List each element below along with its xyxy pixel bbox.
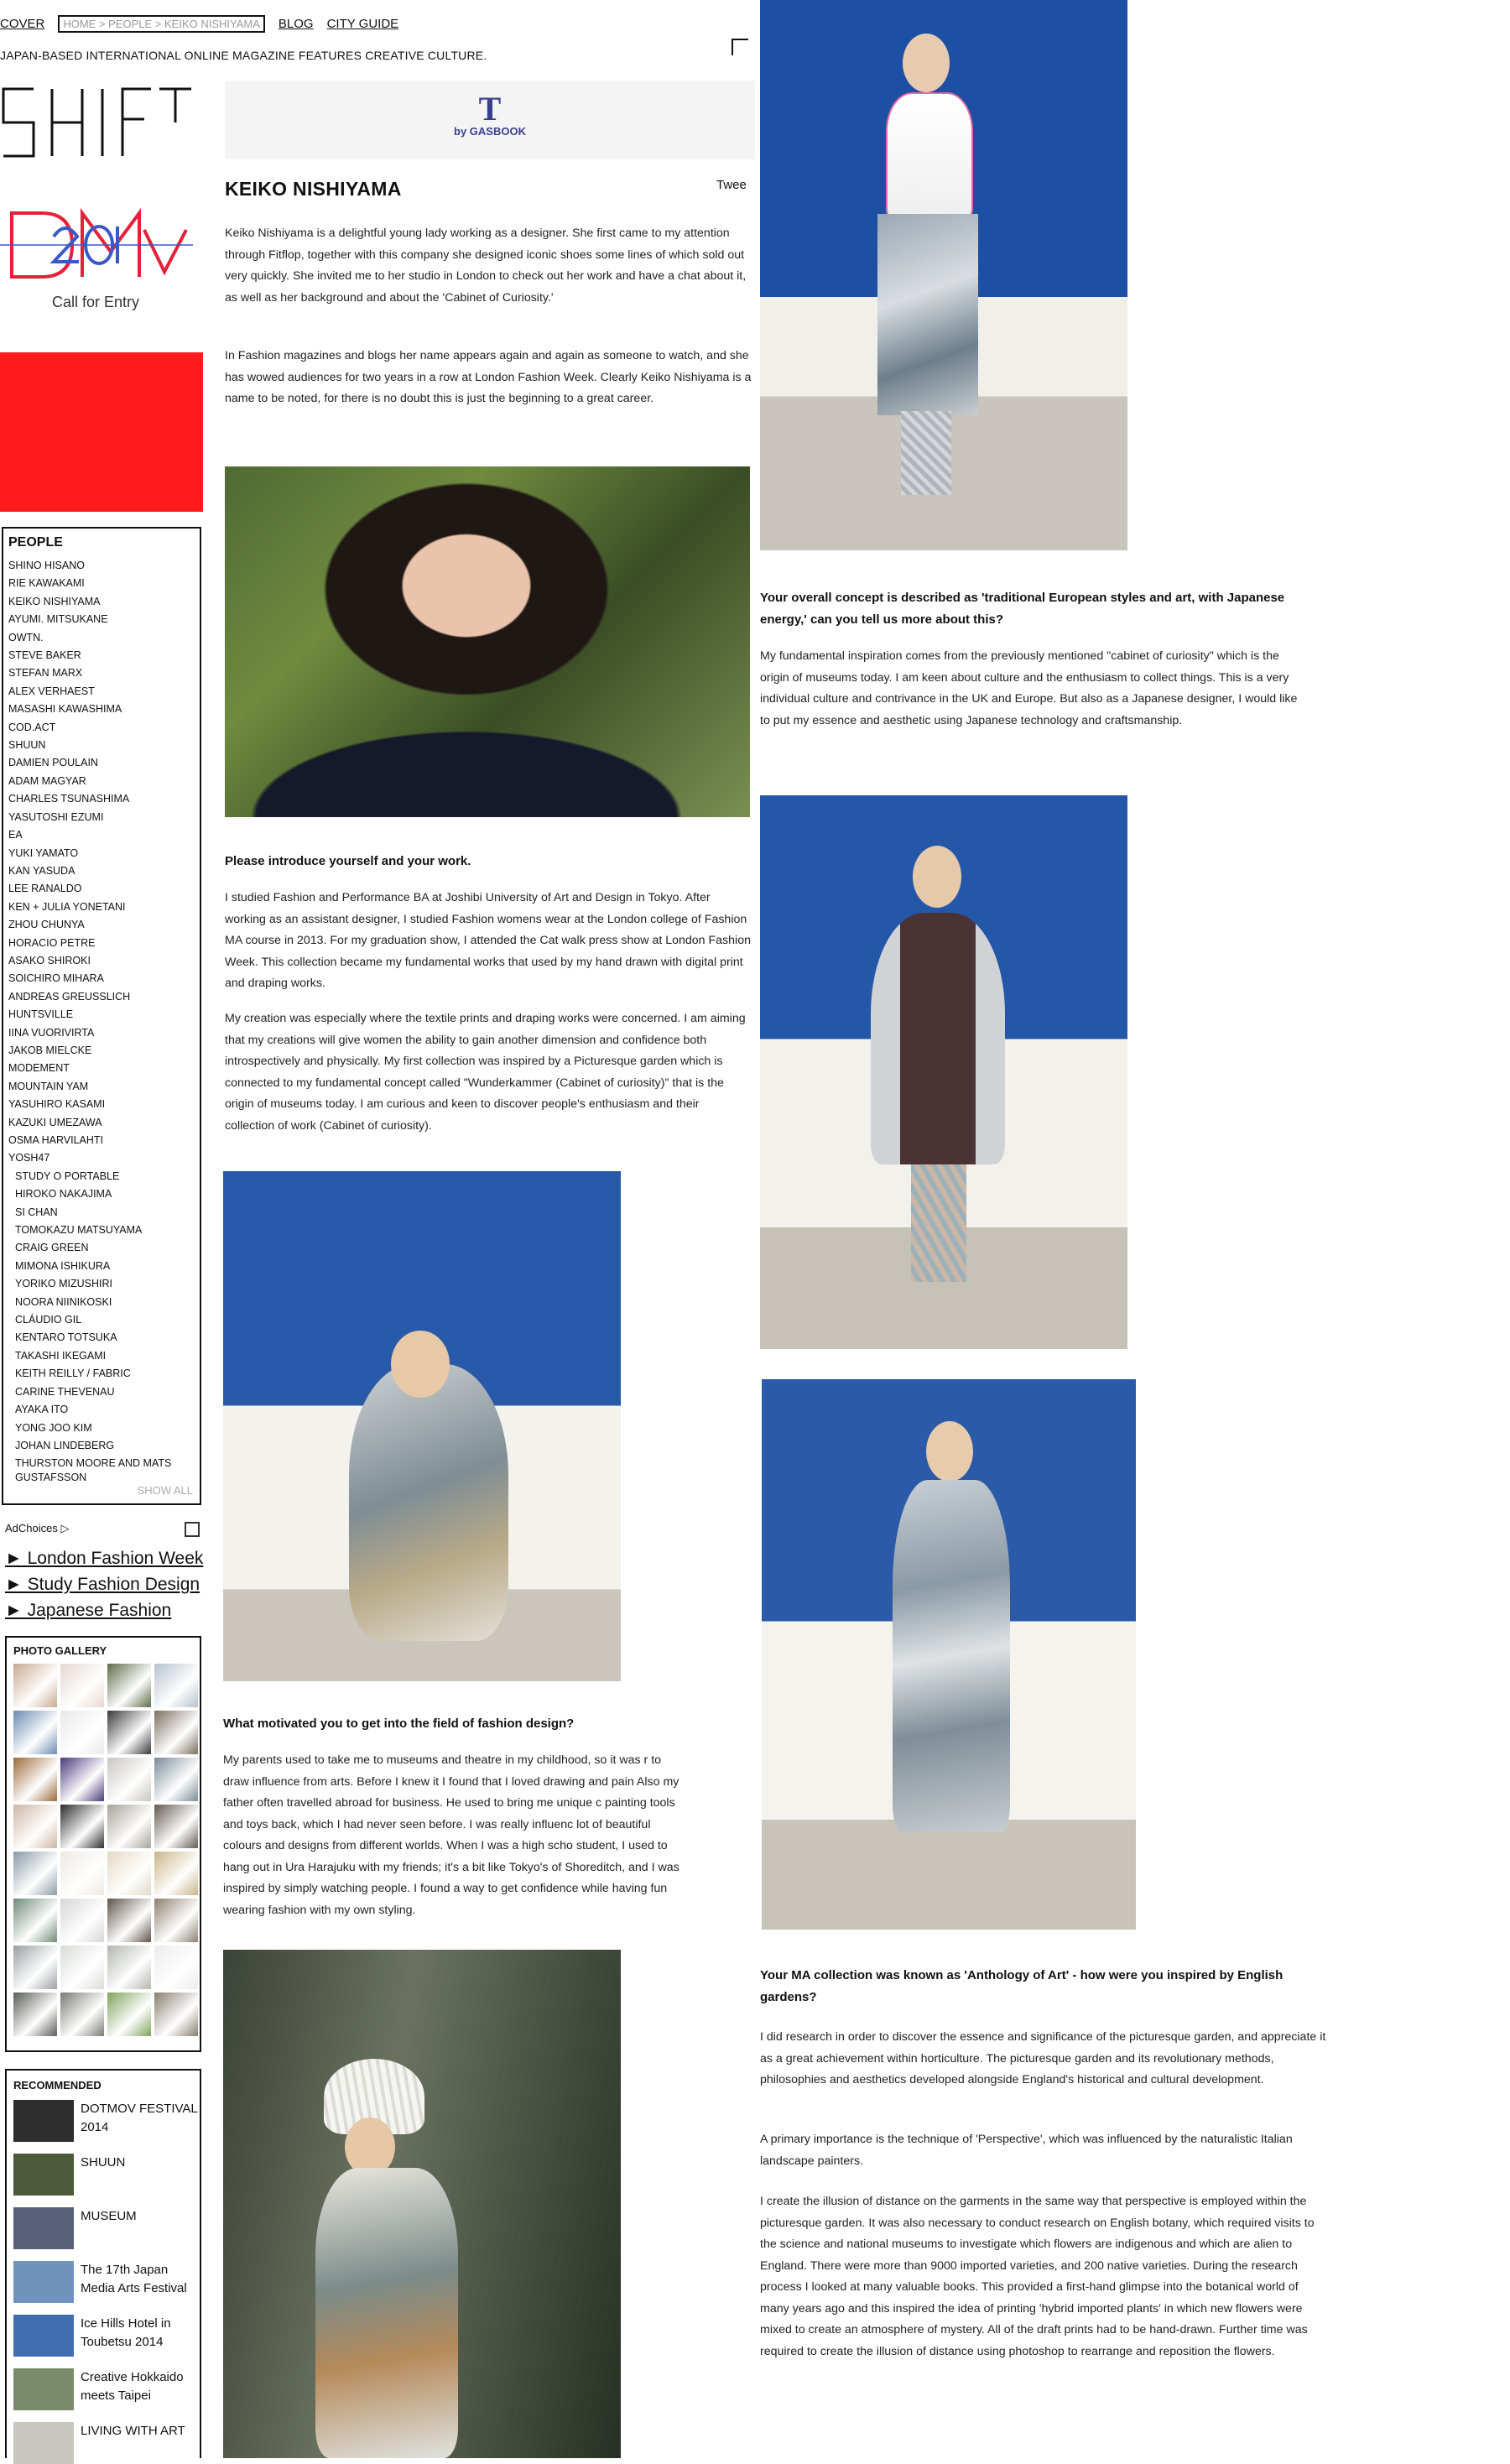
look-photo-standing-1 [760, 0, 1127, 550]
people-item[interactable]: YONG JOO KIM [15, 1421, 92, 1434]
people-item[interactable]: YUKI YAMATO [8, 847, 79, 859]
people-item[interactable]: JAKOB MIELCKE [8, 1044, 92, 1056]
recommended-label[interactable]: SHUUN [81, 2155, 126, 2170]
people-item[interactable]: LEE RANALDO [8, 883, 82, 895]
answer-4c: I create the illusion of distance on the garments in the same way that perspective is employed within the picturesque garden. It was also necessary to conduct research on English botany, which required visits to the science and national museums to investigate which flowers are indigenous and which are alien to England. There were more than 9000 imported varieties, and 200 native varieties. During the research process I looked at many valuable books. This provided a first-hand glimpse into the botanical world of many years ago and this inspired the idea of printing 'hybrid imported plants' in which new flowers were mixed to create an atmosphere of mystery. All of the draft prints had to be hand-drawn. Further time was required to create the illusion of distance using photoshop to rearrange and reposition the flowers. [760, 2195, 1315, 2358]
recommended-item[interactable] [13, 2368, 200, 2410]
people-item[interactable]: YOSH47 [8, 1152, 50, 1164]
recommended-label[interactable]: Ice Hills Hotel in Toubetsu 2014 [81, 2316, 171, 2349]
people-item[interactable]: RIE KAWAKAMI [8, 577, 85, 590]
recommended-label[interactable]: LIVING WITH ART [81, 2424, 185, 2438]
gallery-thumbnail[interactable] [13, 1993, 57, 2036]
gallery-heading: PHOTO GALLERY [13, 1644, 107, 1657]
shift-logo[interactable] [0, 81, 193, 161]
gallery-thumbnail[interactable] [107, 1946, 151, 1989]
gallery-thumbnail[interactable] [154, 1664, 198, 1707]
gallery-thumbnail[interactable] [107, 1852, 151, 1895]
people-item[interactable]: TAKASHI IKEGAMI [15, 1349, 107, 1362]
recommended-thumbnail[interactable] [13, 2261, 74, 2303]
recommended-item[interactable] [13, 2315, 200, 2357]
people-item[interactable]: SI CHAN [15, 1206, 58, 1218]
recommended-item[interactable] [13, 2154, 200, 2196]
gallery-thumbnail[interactable] [13, 1664, 57, 1707]
question-2: What motivated you to get into the field of fashion design? [223, 1716, 575, 1731]
people-item[interactable]: YASUHIRO KASAMI [8, 1098, 106, 1111]
look-photo-standing-3 [762, 1379, 1136, 1930]
gallery-thumbnail[interactable] [60, 1899, 104, 1942]
recommended-heading: RECOMMENDED [13, 2079, 102, 2092]
gasbook-banner[interactable] [225, 81, 755, 159]
gallery-thumbnail[interactable] [13, 1805, 57, 1848]
answer-2: My parents used to take me to museums and theatre in my childhood, so it was r to draw influence from arts. Before I knew it I found that I loved drawing and pain Also my father often travelled abroad for business. He used to bring me unique c painting tools and toys back, which I had never seen before. I was really influenc lot of beautiful colours and designs from different worlds. When I was a high scho student, I used to hang out in Ura Harajuku with my friends; it's a bit like Tokyo's of Shoreditch, and I was inspired by simply watching people. I found a way to get confidence while having fun wearing fashion with my own styling. [223, 1753, 680, 1917]
photo-gallery [5, 1636, 201, 2052]
people-item[interactable]: YASUTOSHI EZUMI [8, 810, 104, 823]
people-item[interactable]: KEIKO NISHIYAMA [8, 595, 101, 607]
gallery-thumbnail[interactable] [13, 1899, 57, 1942]
look-photo-headdress [223, 1950, 621, 2458]
site-tagline: JAPAN-BASED INTERNATIONAL ONLINE MAGAZINE FEATURES CREATIVE CULTURE. [0, 49, 487, 62]
adchoices-label: AdChoices [5, 1522, 58, 1534]
gallery-thumbnail[interactable] [13, 1852, 57, 1895]
question-1: Please introduce yourself and your work. [225, 854, 471, 868]
question-3: Your overall concept is described as 'traditional European styles and art, with Japanese energy,' can you tell us more about this? [760, 591, 1285, 627]
ad-links [5, 1545, 203, 1623]
ad-link-study-fashion-design[interactable]: ► Study Fashion Design [5, 1575, 200, 1594]
adchoices[interactable] [5, 1522, 200, 1535]
gallery-thumbnail[interactable] [107, 1993, 151, 2036]
people-item[interactable]: SHUUN [8, 739, 46, 752]
adchoices-play-icon: ▷ [60, 1522, 70, 1534]
gallery-thumbnail[interactable] [154, 1758, 198, 1801]
answer-4b: A primary importance is the technique of 'Perspective', which was influenced by the naturalistic Italian landscape painters. [760, 2133, 1293, 2168]
people-item[interactable]: HUNTSVILLE [8, 1008, 74, 1021]
people-item[interactable]: MODEMENT [8, 1062, 70, 1075]
gallery-thumbnail[interactable] [13, 1758, 57, 1801]
people-item[interactable]: KEITH REILLY / FABRIC [15, 1367, 131, 1380]
recommended-item[interactable] [13, 2261, 200, 2303]
answer-3: My fundamental inspiration comes from the previously mentioned "cabinet of curiosity" which is the origin of museums today. I am keen about culture and the enthusiasm to collect things. This is a very individual culture and contrivance in the UK and Europe. But also as a Japanese designer, I would like to put my essence and aesthetic using Japanese technology and craftsmanship. [760, 649, 1298, 727]
gallery-thumbnail[interactable] [60, 1711, 104, 1754]
people-item[interactable]: MIMONA ISHIKURA [15, 1259, 111, 1272]
question-4: Your MA collection was known as 'Anthology of Art' - how were you inspired by English gardens? [760, 1968, 1284, 2004]
people-item[interactable]: KAZUKI UMEZAWA [8, 1116, 102, 1128]
recommended-item[interactable] [13, 2100, 200, 2142]
people-item[interactable]: THURSTON MOORE AND MATS GUSTAFSSON [15, 1457, 172, 1484]
ad-link-london-fashion-week[interactable]: ► London Fashion Week [5, 1549, 204, 1568]
people-item[interactable]: OWTN. [8, 631, 44, 643]
gallery-thumbnail[interactable] [107, 1899, 151, 1942]
recommended-thumbnail[interactable] [13, 2368, 74, 2410]
people-item[interactable]: ASAKO SHIROKI [8, 954, 91, 966]
people-item[interactable]: ALEX VERHAEST [8, 685, 95, 697]
gallery-thumbnail[interactable] [154, 1946, 198, 1989]
people-item[interactable]: ADAM MAGYAR [8, 774, 86, 787]
recommended-list [7, 2100, 200, 2464]
gallery-thumbnail[interactable] [13, 1711, 57, 1754]
gallery-thumbnail[interactable] [154, 1993, 198, 2036]
gallery-thumbnail[interactable] [154, 1899, 198, 1942]
people-item[interactable]: STEVE BAKER [8, 649, 81, 662]
gallery-thumbnail[interactable] [154, 1711, 198, 1754]
gallery-thumbnail[interactable] [107, 1758, 151, 1801]
breadcrumb[interactable]: HOME > PEOPLE > KEIKO NISHIYAMA [58, 15, 265, 33]
gallery-thumbnail[interactable] [60, 1946, 104, 1989]
recommended-thumbnail[interactable] [13, 2315, 74, 2357]
recommended-label[interactable]: The 17th Japan Media Arts Festival [81, 2263, 187, 2295]
gallery-thumbnails [13, 1664, 200, 2036]
tweet-button[interactable]: Twee [716, 178, 747, 192]
gallery-thumbnail[interactable] [60, 1758, 104, 1801]
answer-1b: My creation was especially where the textile prints and draping works were concerned. I am aiming that my creations will give women the ability to gain another dimension and confidence both introspectively and physically. My first collection was inspired by a Picturesque garden which is connected to my fundamental concept called "Wunderkammer (Cabinet of curiosity)" that is the origin of museums today. I am curious and keen to discover people's enthusiasm and their collection of work (Cabinet of curiosity). [225, 1012, 746, 1133]
people-item[interactable]: KEN + JULIA YONETANI [8, 900, 126, 913]
portrait-photo [225, 466, 750, 817]
article-title: KEIKO NISHIYAMA [225, 178, 402, 200]
people-item[interactable]: TOMOKAZU MATSUYAMA [15, 1224, 143, 1237]
gallery-thumbnail[interactable] [13, 1946, 57, 1989]
people-item[interactable]: NOORA NIINIKOSKI [15, 1295, 112, 1308]
people-item[interactable]: CRAIG GREEN [15, 1242, 89, 1254]
people-item[interactable]: MASASHI KAWASHIMA [8, 703, 122, 716]
banner-byline: by GASBOOK [454, 125, 526, 138]
people-item[interactable]: HORACIO PETRE [8, 936, 96, 949]
people-sidebar [2, 527, 201, 1505]
intro-paragraph-1: Keiko Nishiyama is a delightful young lady working as a designer. She first came to my attention through Fitflop, together with this company she designed iconic shoes some lines of which sold out very quickly. She invited me to her studio in London to check out her work and have a chat about it, as well as her background and about the 'Cabinet of Curiosity.' [225, 227, 747, 305]
recommended-label[interactable]: MUSEUM [81, 2209, 137, 2223]
gallery-thumbnail[interactable] [107, 1664, 151, 1707]
people-item[interactable]: MOUNTAIN YAM [8, 1080, 89, 1092]
nav-city-guide-link[interactable]: CITY GUIDE [326, 17, 399, 31]
people-list [3, 557, 200, 1485]
intro-paragraph-2: In Fashion magazines and blogs her name appears again and again as someone to watch, and she has wowed audiences for two years in a row at London Fashion Week. Clearly Keiko Nishiyama is a name to be noted, for there is no doubt this is just the beginning to a great career. [225, 349, 752, 405]
nav-cover-link[interactable]: COVER [0, 17, 45, 31]
people-item[interactable]: IINA VUORIVIRTA [8, 1026, 95, 1039]
banner-letter: T [478, 90, 502, 128]
look-photo-seated [223, 1171, 621, 1681]
people-item[interactable]: HIROKO NAKAJIMA [15, 1188, 112, 1201]
people-item[interactable]: STUDY O PORTABLE [15, 1169, 120, 1182]
gallery-thumbnail[interactable] [107, 1805, 151, 1848]
recommended-box [5, 2069, 201, 2458]
red-ad-block[interactable] [0, 352, 203, 512]
people-item[interactable]: KAN YASUDA [8, 864, 76, 877]
top-nav [0, 15, 412, 33]
people-item[interactable]: DAMIEN POULAIN [8, 757, 98, 769]
people-item[interactable]: STEFAN MARX [8, 667, 83, 680]
nav-blog-link[interactable]: BLOG [278, 17, 314, 31]
people-item[interactable]: CARINE THEVENAU [15, 1385, 115, 1398]
gallery-thumbnail[interactable] [60, 1852, 104, 1895]
people-item[interactable]: ANDREAS GREUSSLICH [8, 990, 131, 1003]
gallery-thumbnail[interactable] [154, 1805, 198, 1848]
gallery-thumbnail[interactable] [60, 1993, 104, 2036]
look-photo-standing-2 [760, 795, 1127, 1349]
dotmov-banner[interactable] [0, 201, 193, 327]
recommended-thumbnail[interactable] [13, 2100, 74, 2142]
people-item[interactable]: KENTARO TOTSUKA [15, 1331, 117, 1344]
people-item[interactable]: SHINO HISANO [8, 560, 85, 571]
people-item[interactable]: CHARLES TSUNASHIMA [8, 793, 130, 805]
gallery-thumbnail[interactable] [107, 1711, 151, 1754]
people-heading: PEOPLE [8, 535, 63, 550]
gallery-thumbnail[interactable] [60, 1664, 104, 1707]
show-all-link[interactable]: SHOW ALL [137, 1484, 193, 1497]
answer-1a: I studied Fashion and Performance BA at Joshibi University of Art and Design in Tokyo. After working as an assistant designer, I studied Fashion womens wear at the London college of Fashion MA course in 2013. For my graduation show, I attended the Cat walk press show at London Fashion Week. This collection became my fundamental works that used by my hand drawn with digital print and draping works. [225, 891, 751, 990]
people-item[interactable]: COD.ACT [8, 721, 56, 733]
people-item[interactable]: EA [8, 829, 23, 841]
people-item[interactable]: ZHOU CHUNYA [8, 919, 85, 931]
people-item[interactable]: SOICHIRO MIHARA [8, 972, 104, 985]
recommended-item[interactable] [13, 2207, 200, 2249]
gallery-thumbnail[interactable] [154, 1852, 198, 1895]
adchoices-expand-icon[interactable] [185, 1522, 200, 1537]
gallery-thumbnail[interactable] [60, 1805, 104, 1848]
people-item[interactable]: OSMA HARVILAHTI [8, 1134, 103, 1146]
recommended-thumbnail[interactable] [13, 2207, 74, 2249]
recommended-label[interactable]: DOTMOV FESTIVAL 2014 [81, 2102, 198, 2134]
people-item[interactable]: CLÁUDIO GIL [15, 1314, 82, 1326]
ad-link-japanese-fashion[interactable]: ► Japanese Fashion [5, 1601, 172, 1620]
bracket-icon [732, 39, 748, 55]
people-item[interactable]: AYAKA ITO [15, 1404, 69, 1416]
people-item[interactable]: YORIKO MIZUSHIRI [15, 1278, 112, 1290]
recommended-thumbnail[interactable] [13, 2154, 74, 2196]
people-item[interactable]: AYUMI. MITSUKANE [8, 613, 108, 626]
call-for-entry-text: Call for Entry [52, 294, 140, 310]
people-item[interactable]: JOHAN LINDEBERG [15, 1439, 115, 1451]
dotmov-logo [0, 201, 193, 289]
answer-4a: I did research in order to discover the essence and significance of the picturesque garden, and appreciate it as a great achievement within horticulture. The picturesque garden and its revolutionary methods, philosophies and aesthetics developed alongside England's historical and cultural development. [760, 2030, 1326, 2086]
recommended-label[interactable]: Creative Hokkaido meets Taipei [81, 2370, 184, 2403]
